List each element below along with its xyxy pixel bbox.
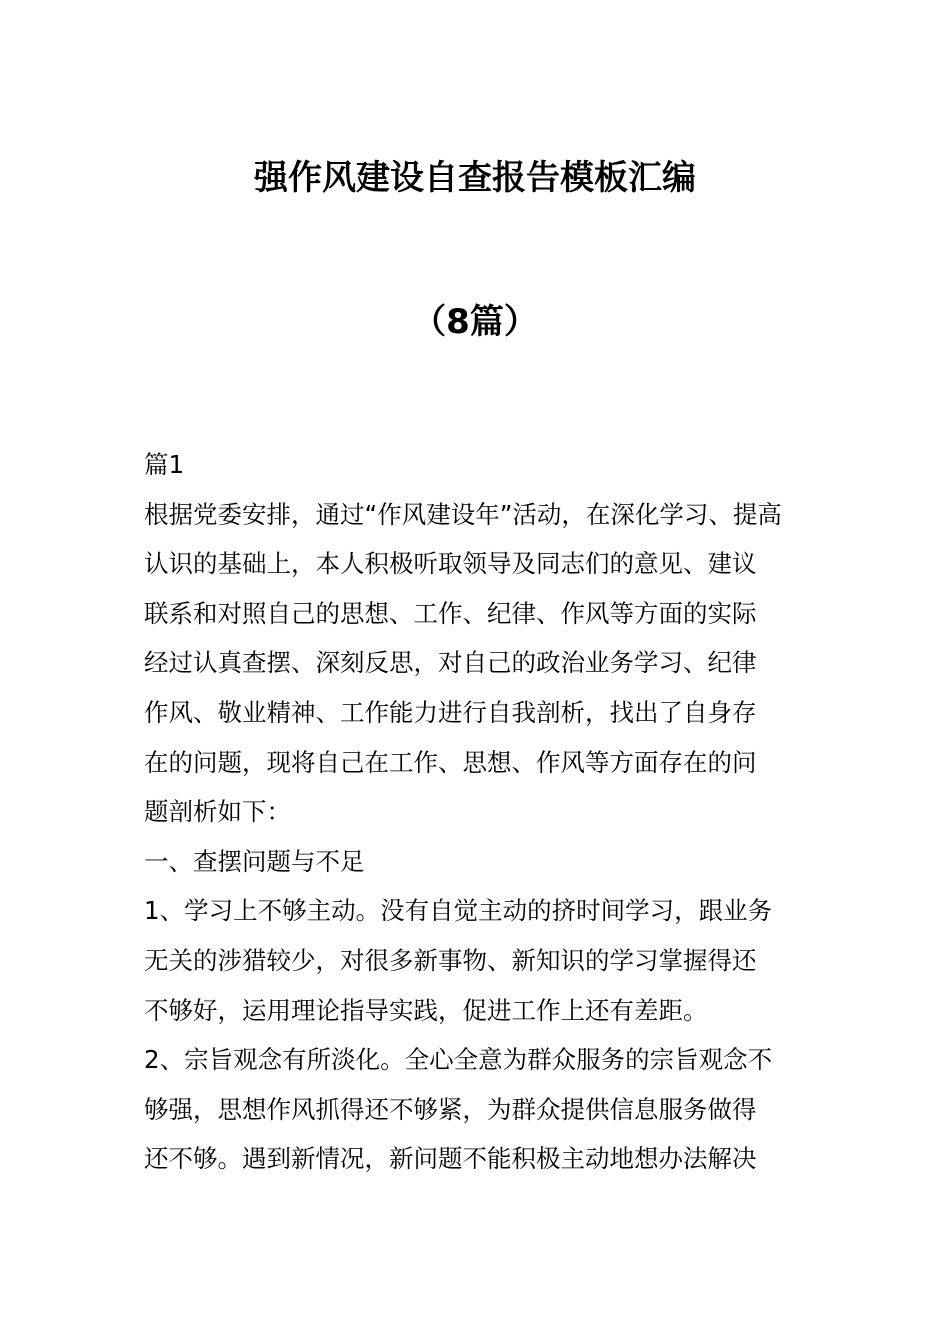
document-body xyxy=(144,440,809,1184)
paragraph-line: 根据党委安排，通过“作风建设年”活动，在深化学习、提高 xyxy=(144,499,782,529)
paragraph-line: 题剖析如下： xyxy=(144,797,291,827)
paragraph-line: 作风、敬业精神、工作能力进行自我剖析，找出了自身存 xyxy=(144,697,757,727)
paragraph-line: 1、学习上不够主动。没有自觉主动的挤时间学习，跟业务 xyxy=(144,896,773,926)
document-subtitle: （8篇） xyxy=(412,302,538,342)
paragraph-line: 2、宗旨观念有所淡化。全心全意为群众服务的宗旨观念不 xyxy=(144,1045,773,1075)
paragraph-line: 经过认真查摆、深刻反思，对自己的政治业务学习、纪律 xyxy=(144,648,757,678)
document-title: 强作风建设自查报告模板汇编 xyxy=(254,158,696,198)
paragraph-line: 在的问题，现将自己在工作、思想、作风等方面存在的问 xyxy=(144,747,757,777)
paragraph-line: 不够好，运用理论指导实践，促进工作上还有差距。 xyxy=(144,995,708,1025)
paragraph-line: 还不够。遇到新情况，新问题不能积极主动地想办法解决 xyxy=(144,1144,757,1174)
section-label: 篇1 xyxy=(144,450,185,479)
paragraph-line: 够强，思想作风抓得还不够紧，为群众提供信息服务做得 xyxy=(144,1094,757,1124)
paragraph-line: 联系和对照自己的思想、工作、纪律、作风等方面的实际 xyxy=(144,598,757,628)
paragraph-line: 认识的基础上，本人积极听取领导及同志们的意见、建议 xyxy=(144,549,757,579)
section-heading: 一、查摆问题与不足 xyxy=(144,846,365,876)
paragraph-line: 无关的涉猎较少，对很多新事物、新知识的学习掌握得还 xyxy=(144,945,757,975)
